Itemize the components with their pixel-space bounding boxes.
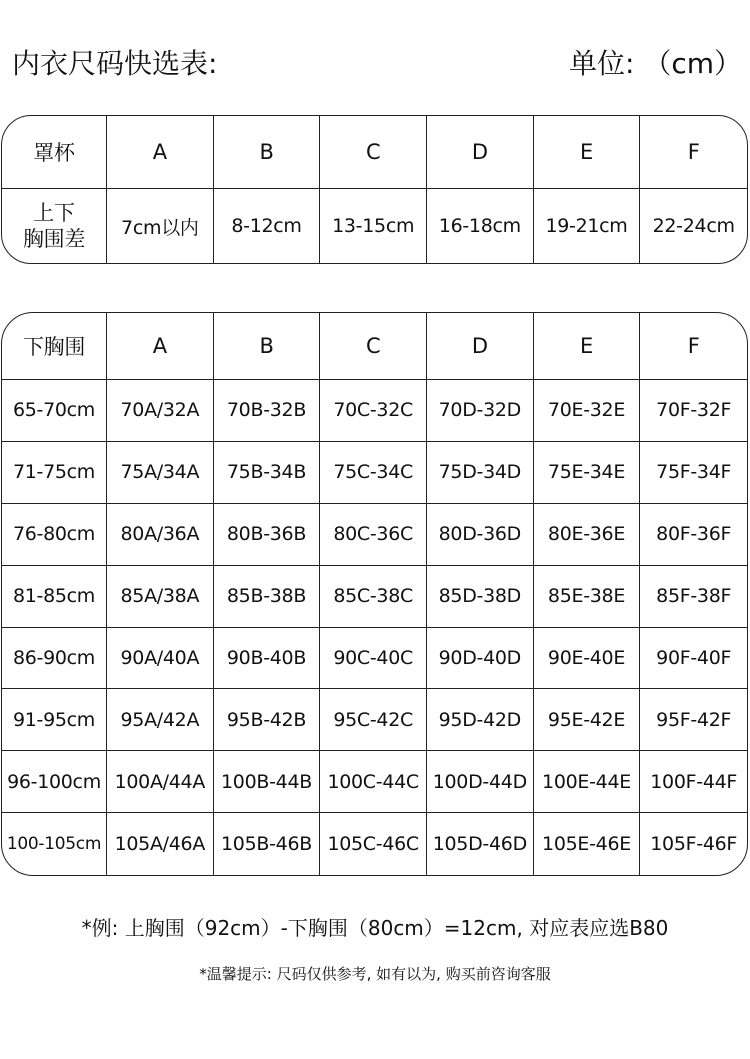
- size-cell: 85E-38E: [534, 566, 641, 628]
- size-cell: 75A/34A: [107, 442, 214, 504]
- underbust-range-cell: 91-95cm: [2, 689, 107, 751]
- size-cell: 100C-44C: [320, 751, 427, 813]
- size-cell: 100A/44A: [107, 751, 214, 813]
- size-cell: 85D-38D: [427, 566, 534, 628]
- cup-header-cell: A: [107, 116, 214, 189]
- size-cell: 70F-32F: [640, 380, 747, 442]
- underbust-range-cell: 100-105cm: [2, 813, 107, 875]
- size-cell: 105B-46B: [214, 813, 321, 875]
- size-cell: 95F-42F: [640, 689, 747, 751]
- size-cell: 95B-42B: [214, 689, 321, 751]
- size-cell: 100F-44F: [640, 751, 747, 813]
- size-cell: 90D-40D: [427, 628, 534, 690]
- cup-row-label: 上下 胸围差: [2, 189, 107, 263]
- size-cell: 75E-34E: [534, 442, 641, 504]
- cup-value-cell: 19-21cm: [534, 189, 641, 263]
- size-cell: 95A/42A: [107, 689, 214, 751]
- size-cell: 80C-36C: [320, 504, 427, 566]
- size-header-cell: A: [107, 313, 214, 380]
- cup-header-cell: F: [640, 116, 747, 189]
- size-cell: 80E-36E: [534, 504, 641, 566]
- size-cell: 105E-46E: [534, 813, 641, 875]
- size-cell: 90B-40B: [214, 628, 321, 690]
- size-cell: 100D-44D: [427, 751, 534, 813]
- underbust-range-cell: 81-85cm: [2, 566, 107, 628]
- size-cell: 85C-38C: [320, 566, 427, 628]
- size-cell: 80F-36F: [640, 504, 747, 566]
- size-header-cell: D: [427, 313, 534, 380]
- cup-value-cell: 22-24cm: [652, 215, 735, 237]
- cup-value-cell: 8-12cm: [214, 189, 321, 263]
- size-header-label: 下胸围: [2, 313, 107, 380]
- size-cell: 75F-34F: [640, 442, 747, 504]
- size-cell: 95C-42C: [320, 689, 427, 751]
- size-cell: 100B-44B: [214, 751, 321, 813]
- size-cell: 70C-32C: [320, 380, 427, 442]
- cup-difference-table: [1, 115, 748, 264]
- size-cell: 75D-34D: [427, 442, 534, 504]
- underbust-range-cell: 76-80cm: [2, 504, 107, 566]
- size-cell: 95D-42D: [427, 689, 534, 751]
- underbust-range-cell: 96-100cm: [2, 751, 107, 813]
- cup-value-cell: 16-18cm: [427, 189, 534, 263]
- cup-header-cell: B: [214, 116, 321, 189]
- size-cell: 95E-42E: [534, 689, 641, 751]
- size-cell: 90E-40E: [534, 628, 641, 690]
- size-cell: 85A/38A: [107, 566, 214, 628]
- cup-value-cell: 13-15cm: [320, 189, 427, 263]
- size-cell: 75B-34B: [214, 442, 321, 504]
- cup-value-cell: 7cm以内: [107, 189, 214, 263]
- size-cell: 105A/46A: [107, 813, 214, 875]
- size-chart-table: [1, 312, 748, 876]
- size-cell: 70A/32A: [107, 380, 214, 442]
- size-header-cell: C: [320, 313, 427, 380]
- example-note: *例: 上胸围（92cm）-下胸围（80cm）=12cm, 对应表应选B80: [81, 916, 669, 940]
- cup-header-cell: E: [534, 116, 641, 189]
- size-cell: 85F-38F: [640, 566, 747, 628]
- size-cell: 105C-46C: [320, 813, 427, 875]
- size-cell: 90C-40C: [320, 628, 427, 690]
- size-cell: 90F-40F: [640, 628, 747, 690]
- size-cell: 105D-46D: [427, 813, 534, 875]
- size-cell: 70E-32E: [534, 380, 641, 442]
- size-cell: 90A/40A: [107, 628, 214, 690]
- page-title: 内衣尺码快选表:: [12, 47, 218, 80]
- size-header-cell: F: [640, 313, 747, 380]
- size-cell: 80B-36B: [214, 504, 321, 566]
- size-cell: 85B-38B: [214, 566, 321, 628]
- underbust-range-cell: 71-75cm: [2, 442, 107, 504]
- size-header-cell: E: [534, 313, 641, 380]
- size-cell: 100E-44E: [534, 751, 641, 813]
- underbust-range-cell: 86-90cm: [2, 628, 107, 690]
- size-cell: 75C-34C: [320, 442, 427, 504]
- underbust-range-cell: 65-70cm: [2, 380, 107, 442]
- size-cell: 70D-32D: [427, 380, 534, 442]
- tip-note: *温馨提示: 尺码仅供参考, 如有以为, 购买前咨询客服: [199, 965, 551, 983]
- size-header-cell: B: [214, 313, 321, 380]
- size-cell: 70B-32B: [214, 380, 321, 442]
- unit-label: 单位: （cm）: [568, 47, 742, 80]
- size-cell: 80A/36A: [107, 504, 214, 566]
- cup-header-cell: D: [427, 116, 534, 189]
- size-cell: 105F-46F: [650, 833, 738, 856]
- cup-header-cell: C: [320, 116, 427, 189]
- cup-header-label: 罩杯: [2, 116, 107, 189]
- size-cell: 80D-36D: [427, 504, 534, 566]
